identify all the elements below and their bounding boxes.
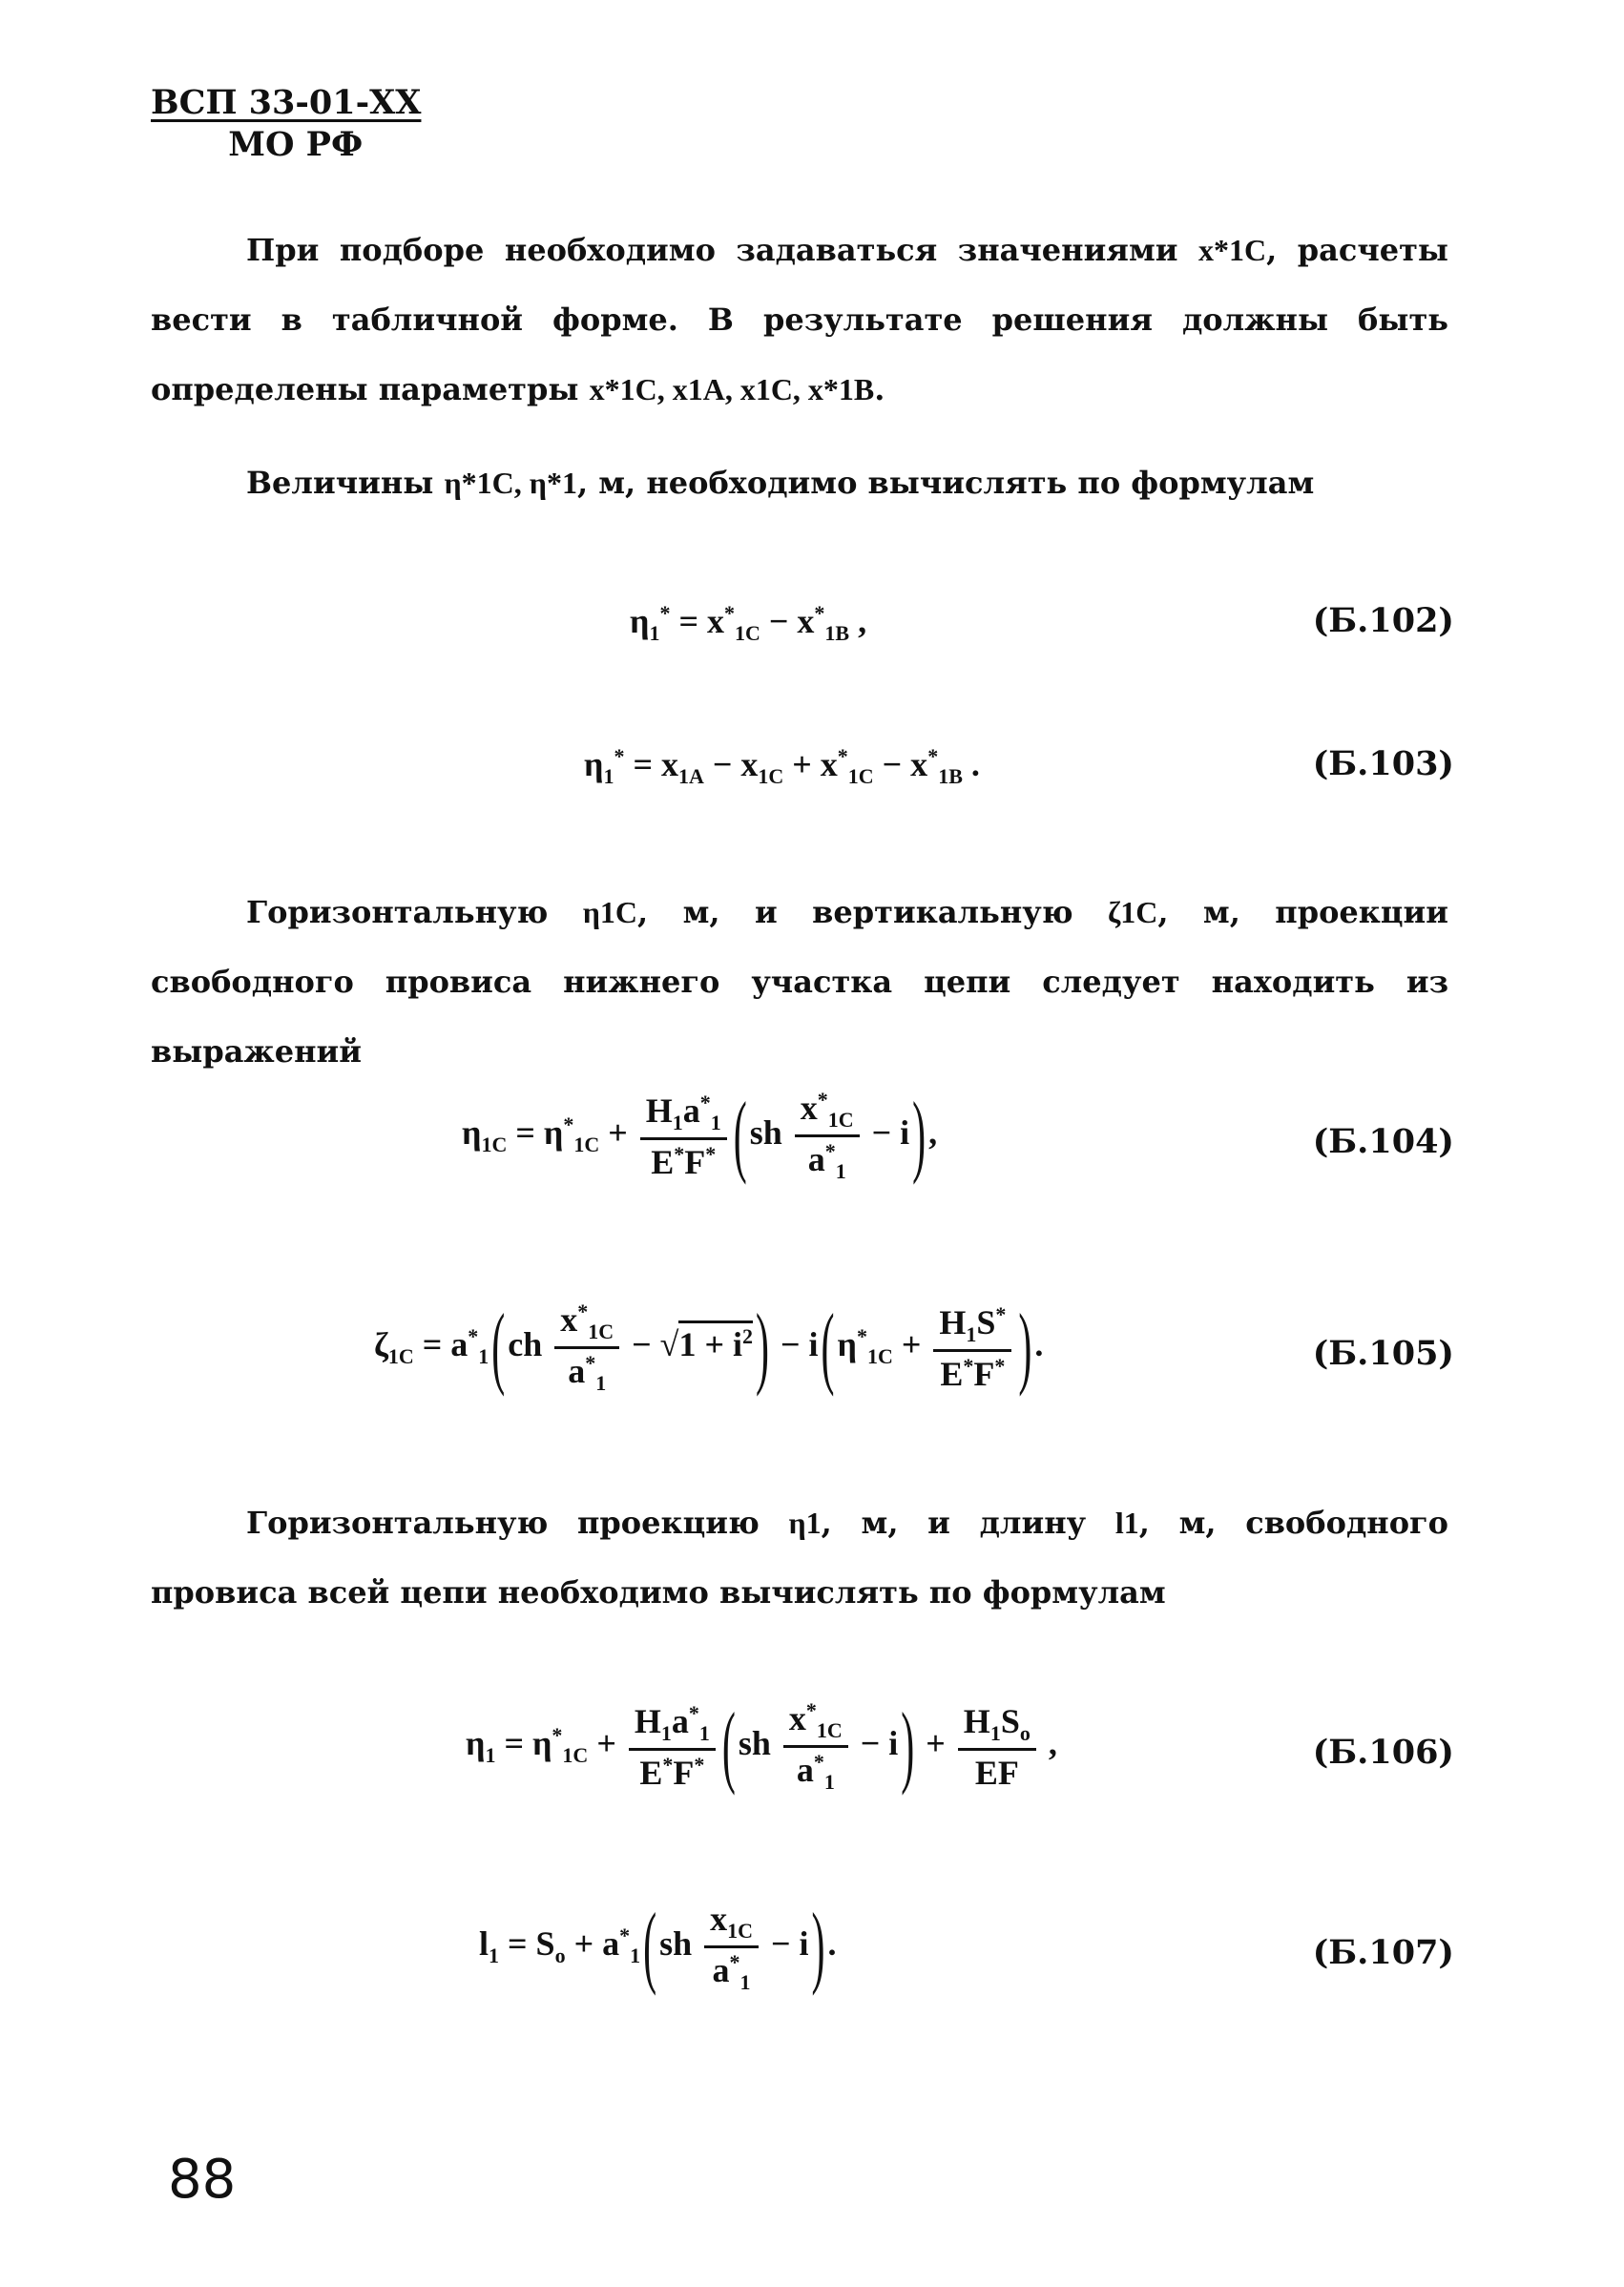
inline-symbol: l1 xyxy=(1114,1506,1139,1540)
equation-number: (Б.104) xyxy=(1312,1122,1454,1161)
document-header xyxy=(151,82,421,166)
paragraph-lower-section: Горизонтальную η1C, м, и вертикальную ζ1C, м, проекции свободного провиса нижнего участка цепи следует находить из выражений xyxy=(151,894,1449,1070)
equation-body: $\eta_1^* = x^*_{1C} - x^*_{1B}$ , xyxy=(630,601,867,646)
equation-number: (Б.102) xyxy=(1312,601,1454,640)
equation-number: (Б.103) xyxy=(1312,744,1454,783)
paragraph-selection-parameters: При подборе необходимо задаваться значениями x*1C, расчеты вести в табличной форме. В результате решения должны быть определены параметры x*1C, x1A, x1C, x*1B. xyxy=(151,232,1449,407)
equation-number: (Б.105) xyxy=(1312,1334,1454,1373)
paragraph-eta-intro: Величины η*1C, η*1, м, необходимо вычислять по формулам xyxy=(246,465,1315,501)
inline-symbol: η1C xyxy=(582,895,638,929)
organization-label: МО РФ xyxy=(228,125,364,164)
paragraph-full-chain: Горизонтальную проекцию η1, м, и длину l1, м, свободного провиса всей цепи необходимо вычислять по формулам xyxy=(151,1505,1448,1611)
inline-symbol: ζ1C xyxy=(1108,895,1158,929)
equation-body: $\zeta_{1C} = a^*_1(ch$ $\frac{x^*_{1C}}{a^*_1}$ − $√1 + i^2) - i(\eta^*_{1C}$ + $\frac{H_1S^*}{E^*F^*}$ ). xyxy=(374,1297,1044,1399)
equation-number: (Б.106) xyxy=(1312,1733,1454,1772)
inline-symbol: η*1C, η*1 xyxy=(444,466,577,500)
inline-symbol: x*1C xyxy=(1197,233,1267,267)
inline-symbol: x*1C, x1A, x1C, x*1B xyxy=(589,372,875,406)
equation-body: $\eta_1^* = x_{1A} - x_{1C} + x^*_{1C} - x^*_{1B}$ . xyxy=(584,744,980,789)
equation-body: $\eta_{1C} = \eta^*_{1C}$ + $\frac{H_1a^*_1}{E^*F^*}$ (sh $\frac{x^*_{1C}}{a^*_1}$ − i), xyxy=(462,1085,938,1187)
page-number: 88 xyxy=(168,2149,237,2211)
document-code: ВСП 33-01-XX xyxy=(151,83,422,122)
equation-body: $\eta_1 = \eta^*_{1C}$ + $\frac{H_1a^*_1}{E^*F^*}$ (sh $\frac{x^*_{1C}}{a^*_1}$ − i) + $\frac{H_1S_o}{EF}$ , xyxy=(466,1695,1057,1798)
equation-body: $l_1 = S_o + a^*_1(sh$ $\frac{x_{1C}}{a^*_1}$ − i). xyxy=(479,1896,837,1998)
equation-number: (Б.107) xyxy=(1312,1933,1454,1972)
inline-symbol: η1 xyxy=(788,1506,822,1540)
